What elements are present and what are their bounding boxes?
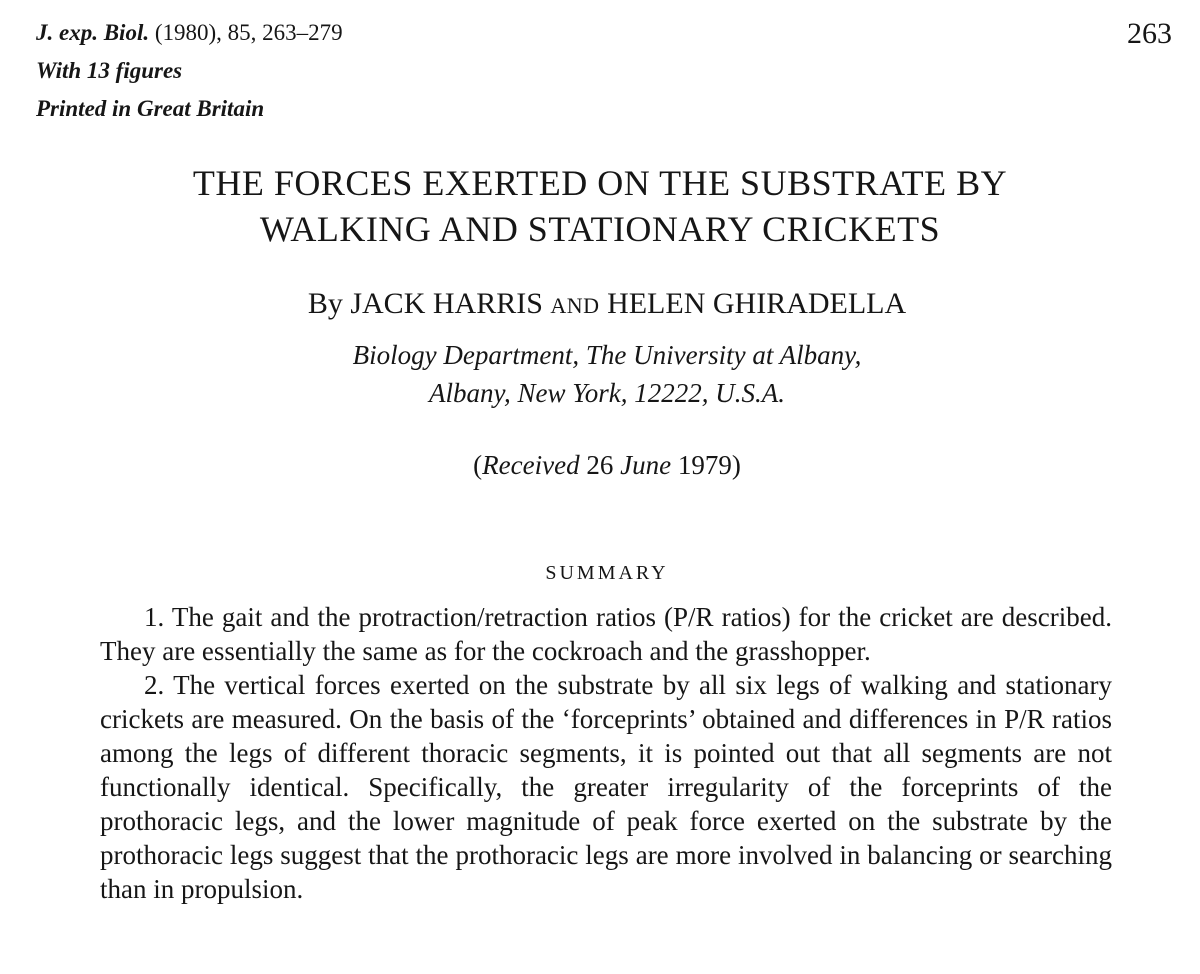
byline-and: AND xyxy=(550,293,600,318)
journal-header xyxy=(36,14,343,128)
summary-paragraph-2: 2. The vertical forces exerted on the substrate by all six legs of walking and stationary crickets are measured. On the basis of the ‘forceprints’ obtained and differences in P/R ratios among the legs of different thoracic segments, it is pointed out that all segments are not functionally identical. Specifically, the greater irregularity of the forceprints of the prothoracic legs, and the lower magnitude of peak force exerted on the substrate by the prothoracic legs suggest that the prothoracic legs are more involved in balancing or searching than in propulsion. xyxy=(100,670,1112,904)
summary-paragraph-1: 1. The gait and the protraction/retraction ratios (P/R ratios) for the cricket are described. They are essentially the same as for the cockroach and the grasshopper. xyxy=(100,602,1112,666)
affiliation-line-1: Biology Department, The University at Albany, xyxy=(352,340,862,370)
affiliation-line-2: Albany, New York, 12222, U.S.A. xyxy=(428,378,785,408)
summary-heading: SUMMARY xyxy=(545,562,669,584)
received-year: 1979) xyxy=(677,450,741,480)
citation: (1980), 85, 263–279 xyxy=(154,20,343,45)
author-byline xyxy=(0,284,1200,326)
received-label: Received xyxy=(482,450,580,480)
received-date xyxy=(0,446,1200,484)
title-line-2: WALKING AND STATIONARY CRICKETS xyxy=(259,209,941,249)
received-month: June xyxy=(620,450,672,480)
author-2: HELEN GHIRADELLA xyxy=(607,287,907,320)
received-day: 26 xyxy=(586,450,614,480)
printed-location: Printed in Great Britain xyxy=(36,96,265,121)
received-open: ( xyxy=(473,450,483,480)
title-line-1: THE FORCES EXERTED ON THE SUBSTRATE BY xyxy=(192,163,1008,203)
summary-body xyxy=(100,600,1112,906)
author-1: JACK HARRIS xyxy=(350,287,543,320)
figure-count: With 13 figures xyxy=(36,58,183,83)
affiliation xyxy=(0,336,1200,412)
article-title xyxy=(0,160,1200,252)
citation-line xyxy=(36,14,343,52)
page-number: 263 xyxy=(1127,17,1172,50)
journal-name: J. exp. Biol. xyxy=(36,20,150,45)
byline-by: By xyxy=(307,287,343,320)
